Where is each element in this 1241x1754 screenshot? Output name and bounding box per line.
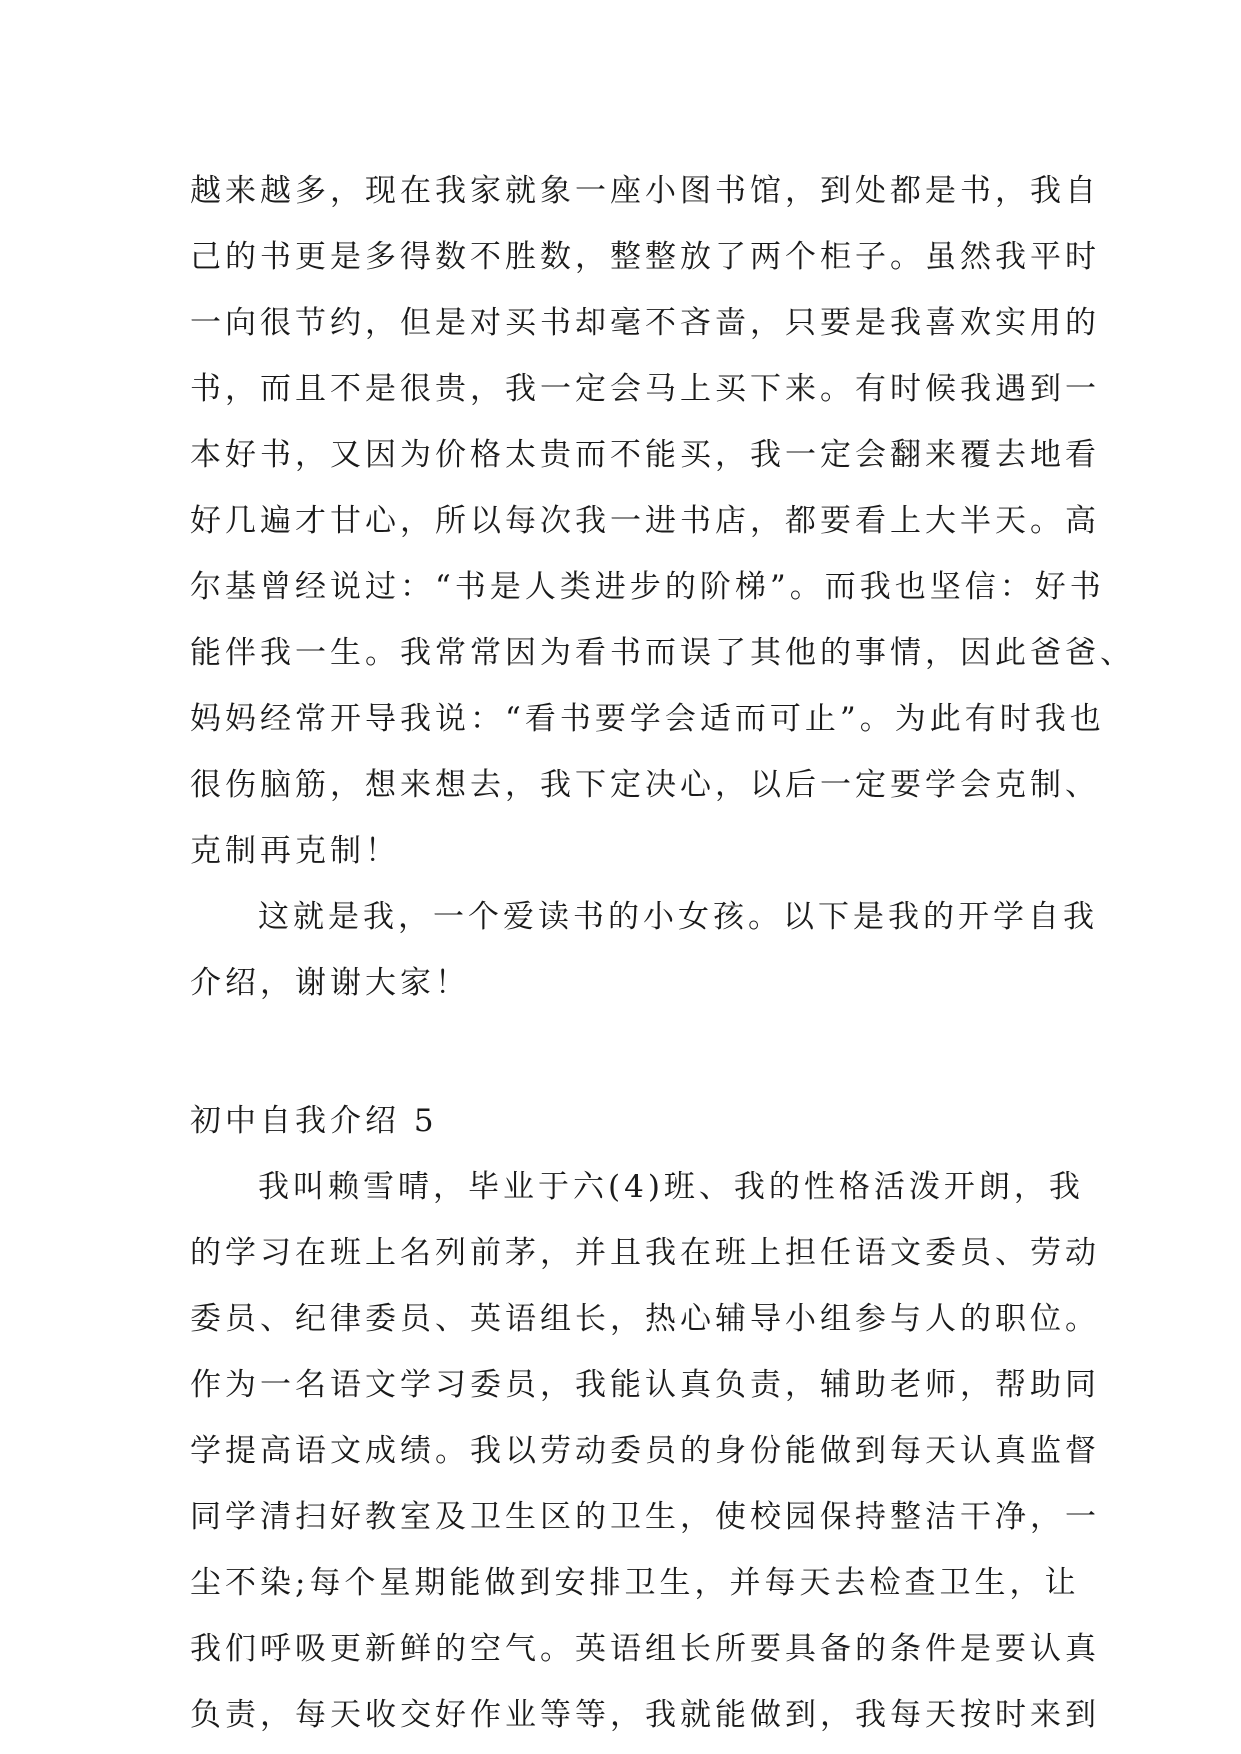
text-line: 尘不染;每个星期能做到安排卫生，并每天去检查卫生，让 [190, 1565, 1080, 1601]
text-line: 同学清扫好教室及卫生区的卫生，使校园保持整洁干净，一 [190, 1499, 1100, 1535]
text-line: 我们呼吸更新鲜的空气。英语组长所要具备的条件是要认真 [190, 1631, 1100, 1667]
text-line: 己的书更是多得数不胜数，整整放了两个柜子。虽然我平时 [190, 239, 1100, 275]
paragraph-self-introduction [190, 1154, 1100, 1748]
text-line: 学提高语文成绩。我以劳动委员的身份能做到每天认真监督 [190, 1433, 1100, 1469]
text-line: 越来越多，现在我家就象一座小图书馆，到处都是书，我自 [190, 173, 1100, 209]
section-heading: 初中自我介绍 5 [190, 1103, 438, 1139]
text-line: 克制再克制！ [190, 833, 400, 869]
text-line: 作为一名语文学习委员，我能认真负责，辅助老师，帮助同 [190, 1367, 1100, 1403]
text-line: 妈妈经常开导我说：“看书要学会适而可止”。为此有时我也 [190, 701, 1105, 737]
text-line: 好几遍才甘心，所以每次我一进书店，都要看上大半天。高 [190, 503, 1100, 539]
text-line: 委员、纪律委员、英语组长，热心辅导小组参与人的职位。 [190, 1301, 1100, 1337]
text-line: 很伤脑筋，想来想去，我下定决心，以后一定要学会克制、 [190, 767, 1100, 803]
text-line: 本好书，又因为价格太贵而不能买，我一定会翻来覆去地看 [190, 437, 1100, 473]
paragraph-closing [190, 884, 1098, 1016]
document-body [190, 158, 1135, 1748]
text-line: 负责，每天收交好作业等等，我就能做到，我每天按时来到 [190, 1697, 1100, 1733]
text-line: 的学习在班上名列前茅，并且我在班上担任语文委员、劳动 [190, 1235, 1100, 1271]
text-line: 能伴我一生。我常常因为看书而误了其他的事情，因此爸爸、 [190, 635, 1135, 671]
text-line: 书，而且不是很贵，我一定会马上买下来。有时候我遇到一 [190, 371, 1100, 407]
text-line: 我叫赖雪晴，毕业于六(4)班、我的性格活泼开朗，我 [258, 1169, 1084, 1205]
paragraph-reading-habits [190, 158, 1135, 884]
text-line: 一向很节约，但是对买书却毫不吝啬，只要是我喜欢实用的 [190, 305, 1100, 341]
text-line: 尔基曾经说过：“书是人类进步的阶梯”。而我也坚信：好书 [190, 569, 1105, 605]
text-line: 介绍，谢谢大家！ [190, 965, 470, 1001]
section-spacer [190, 1016, 1090, 1088]
text-line: 这就是我，一个爱读书的小女孩。以下是我的开学自我 [258, 899, 1098, 935]
